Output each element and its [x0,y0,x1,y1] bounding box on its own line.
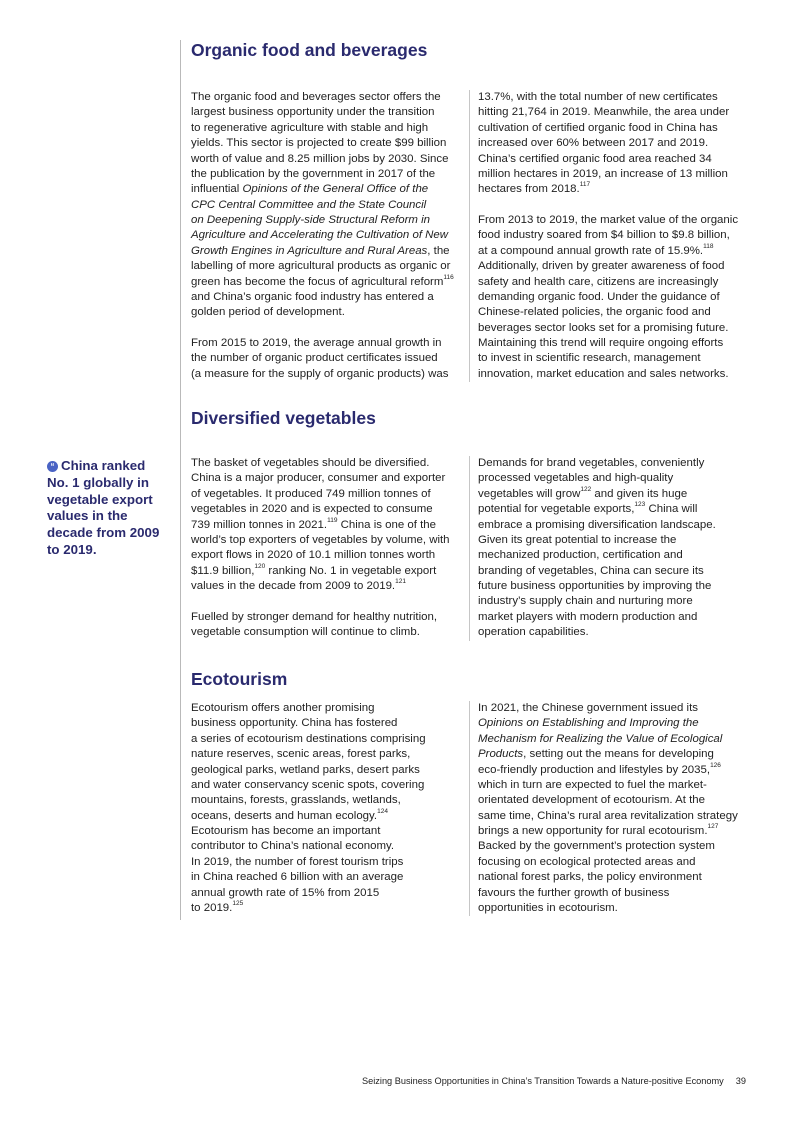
pull-quote [47,458,172,559]
text-line: The basket of vegetables should be diversified. [191,457,430,469]
text-fragment: eco-friendly production and lifestyles by 2035, [478,763,711,776]
text-fragment: China is one of the [337,518,437,531]
text-line: In 2021, the Chinese government issued its [478,702,698,714]
text-line: in China reached 6 billion with an average [191,871,404,884]
text-line [478,502,763,517]
text-line: The organic food and beverages sector offers the [191,91,441,103]
pull-quote-line: vegetable export [47,491,153,507]
text-line [191,244,466,259]
text-line [191,228,466,243]
text-fragment: hectares from 2018. [478,183,580,196]
text-line: mountains, forests, grasslands, wetlands, [191,794,401,807]
policy-title-italic: Opinions on Establishing and Improving the [478,717,699,730]
text-line: Additionally, driven by greater awareness of food [478,260,725,273]
text-line: and water conservancy scenic spots, covering [191,778,425,791]
text-fragment: ranking No. 1 in vegetable export [265,564,437,577]
text-line [478,824,763,839]
text-line: innovation, market education and sales networks. [478,367,729,380]
text-line: vegetable consumption will continue to climb. [191,626,420,639]
text-line [191,564,466,579]
footnote-ref: 119 [327,516,338,524]
text-line: cultivation of certified organic food in China has [478,121,718,134]
text-line: focusing on ecological protected areas and [478,855,696,868]
policy-title-italic: Growth Engines in Agriculture and Rural Areas [191,244,428,257]
text-line: million hectares in 2019, an increase of 13 million [478,167,728,180]
footnote-ref: 120 [254,562,266,570]
text-line [191,213,466,228]
text-fragment: potential for vegetable exports, [478,503,635,516]
policy-title-italic: Products [478,748,524,761]
text-line: Ecotourism has become an important [191,825,381,837]
text-line: of vegetables. It produced 749 million tonnes of [191,487,431,500]
footer-title: Seizing Business Opportunities in China’s Transition Towards a Nature-positive Economy [362,1076,724,1086]
text-line: (a measure for the supply of organic products) was [191,367,449,380]
text-line: labelling of more agricultural products as organic or [191,260,451,273]
footnote-ref: 125 [232,900,244,908]
section-title-organic: Organic food and beverages [191,40,428,60]
text-line: orientated development of ecotourism. At the [478,794,705,807]
text-line: Backed by the government’s protection system [478,840,715,853]
text-line [191,275,466,290]
text-fragment: to 2019. [191,901,233,914]
text-line: national forest parks, the policy environment [478,871,702,884]
text-fragment: green has become the focus of agricultural reform [191,275,444,288]
text-line: processed vegetables and high-quality [478,472,674,485]
text-line: safety and health care, citizens are increasingly [478,275,719,288]
text-line: mechanized production, certification and [478,549,683,562]
footnote-ref: 116 [443,273,454,281]
text-line: demanding organic food. Under the guidance of [478,290,720,303]
policy-title-italic: Opinions of the General Office of the [242,183,429,196]
text-line: operation capabilities. [478,626,589,639]
ecotourism-column-left [191,701,466,916]
policy-title-italic: on Deepening Supply-side Structural Reform in [191,214,431,226]
text-line: hitting 21,764 in 2019. Meanwhile, the area under [478,106,730,119]
footnote-ref: 127 [707,823,719,831]
footnote-ref: 117 [579,181,591,189]
text-line: world’s top exporters of vegetables by volume, with [191,533,450,546]
text-line: worth of value and 8.25 million jobs by 2030. Since [191,152,449,165]
text-line: Chinese-related policies, the organic food and [478,306,711,319]
policy-title-italic: CPC Central Committee and the State Council [191,198,427,211]
text-fragment: at a compound annual growth rate of 15.9%. [478,244,704,257]
text-line: largest business opportunity under the transition [191,106,435,119]
text-line: 13.7%, with the total number of new certificates [478,91,718,103]
text-line: embrace a promising diversification landscape. [478,518,716,531]
text-fragment: vegetables will grow [478,487,581,500]
text-line: food industry soared from $4 billion to $9.8 billion, [478,229,730,242]
text-line [191,518,466,533]
text-line: which in turn are expected to fuel the market- [478,778,707,791]
page-footer [362,1076,746,1086]
text-fragment: , setting out the means for developing [523,748,714,761]
margin-rule [180,40,181,920]
vegetables-column-left [191,456,466,641]
pull-quote-line: decade from 2009 [47,525,160,541]
text-line [191,901,466,916]
text-line: In 2019, the number of forest tourism trips [191,855,404,868]
text-line: Demands for brand vegetables, conveniently [478,457,705,469]
text-fragment: , the [427,244,450,257]
text-line: China is a major producer, consumer and exporter [191,472,446,485]
text-line [478,747,763,762]
text-fragment: brings a new opportunity for rural ecotourism. [478,825,708,837]
pull-quote-line: to 2019. [47,541,97,557]
text-line: contributor to China’s national economy. [191,840,395,853]
footnote-ref: 122 [580,485,592,493]
text-fragment: China will [645,503,698,516]
pull-quote-line [47,458,172,475]
text-line: Ecotourism offers another promising [191,702,375,714]
text-line: From 2013 to 2019, the market value of the organic [478,214,739,226]
text-fragment: oceans, deserts and human ecology. [191,809,378,822]
text-line [191,579,466,594]
pull-quote-line: values in the [47,508,128,524]
pull-quote-line: No. 1 globally in [47,474,149,490]
text-line [478,716,763,731]
text-line: annual growth rate of 15% from 2015 [191,886,380,899]
footnote-ref: 124 [377,807,388,815]
policy-title-italic: Mechanism for Realizing the Value of Ecological [478,732,723,745]
footnote-ref: 123 [634,501,646,509]
text-line [191,809,466,824]
text-line: geological parks, wetland parks, desert parks [191,763,420,776]
text-line: branding of vegetables, China can secure its [478,564,704,577]
footnote-ref: 121 [395,578,406,586]
text-fragment: $11.9 billion, [191,564,255,577]
text-line: golden period of development. [191,306,345,319]
vegetables-column-right [469,456,763,641]
text-line: export flows in 2020 of 10.1 million tonnes worth [191,549,436,562]
ecotourism-column-right [469,701,763,916]
text-line [191,182,466,197]
text-line: yields. This sector is projected to create $99 billion [191,137,447,150]
organic-column-left [191,90,466,382]
policy-title-italic: Agriculture and Accelerating the Cultivation of New [191,229,449,242]
footnote-ref: 126 [710,761,721,769]
text-line: Maintaining this trend will require ongoing efforts [478,337,724,349]
text-line: the number of organic product certificates issued [191,352,438,365]
section-title-ecotourism: Ecotourism [191,669,288,689]
text-line: the publication by the government in 2017 of the [191,167,436,180]
text-line: Given its great potential to increase the [478,533,677,546]
text-fragment: 739 million tonnes in 2021. [191,518,328,531]
text-line: to regenerative agriculture with stable and high [191,121,429,134]
text-line: same time, China’s rural area revitalization strategy [478,809,738,822]
pull-quote-text: China ranked [61,458,146,473]
text-line: nature reserves, scenic areas, forest parks, [191,748,411,761]
text-line [191,198,466,213]
text-line: increased over 60% between 2017 and 2019. [478,137,709,150]
text-line [478,182,763,197]
text-line: future business opportunities by improving the [478,580,712,592]
text-line: market players with modern production and [478,610,698,623]
text-line [478,244,763,259]
text-line: favours the further growth of business [478,886,670,899]
text-line: business opportunity. China has fostered [191,717,398,730]
text-line: to invest in scientific research, management [478,352,701,365]
footnote-ref: 118 [703,242,714,250]
text-line: China’s certified organic food area reached 34 [478,152,712,165]
section-title-vegetables: Diversified vegetables [191,408,376,428]
text-fragment: influential [191,183,243,196]
text-line: a series of ecotourism destinations comprising [191,732,426,745]
text-line [478,487,763,502]
text-line: industry’s supply chain and nurturing more [478,595,693,608]
text-fragment: values in the decade from 2009 to 2019. [191,580,396,592]
text-fragment: and given its huge [591,487,688,500]
text-line: vegetables in 2020 and is expected to consume [191,503,433,516]
text-line [478,763,763,778]
text-line: From 2015 to 2019, the average annual growth in [191,337,442,349]
organic-column-right [469,90,763,382]
text-line: opportunities in ecotourism. [478,901,618,914]
text-line: and China’s organic food industry has entered a [191,290,434,303]
text-line: Fuelled by stronger demand for healthy nutrition, [191,610,438,623]
text-line [478,732,763,747]
text-line: beverages sector looks set for a promising future. [478,321,729,334]
page-number: 39 [735,1076,746,1086]
quote-icon: “ [47,461,58,472]
